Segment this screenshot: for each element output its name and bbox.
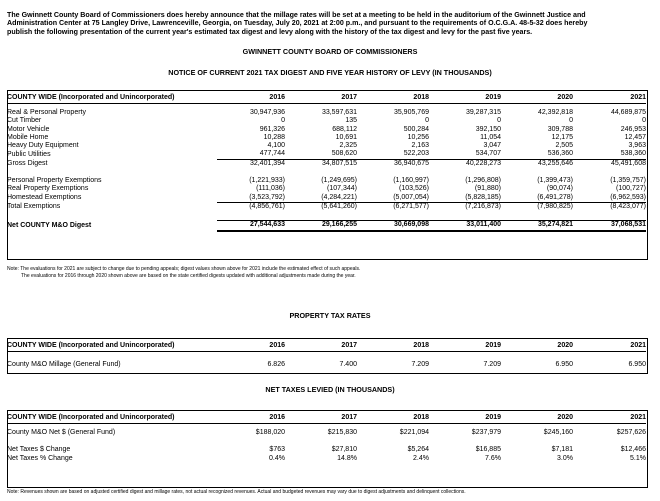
year-header: 2016	[217, 411, 285, 424]
cell-value: 3,963	[628, 142, 646, 150]
cell-value: (1,296,808)	[465, 177, 501, 185]
cell-value: 30,669,098	[357, 221, 429, 231]
year-header: 2016	[217, 339, 285, 352]
year-header: 2017	[285, 91, 357, 104]
cell-value: 3.0%	[557, 454, 573, 462]
year-header: 2018	[357, 91, 429, 104]
section-label: COUNTY WIDE (Incorporated and Unincorporated)	[7, 339, 217, 352]
cell-value: $188,020	[255, 429, 285, 436]
row-label: Homestead Exemptions	[7, 194, 82, 202]
year-header: 2017	[285, 411, 357, 424]
cell-value: 45,491,608	[573, 159, 646, 168]
year-header: 2020	[501, 411, 573, 424]
row-label: Cut Timber	[7, 117, 42, 125]
intro-line: The Gwinnett County Board of Commissioners does hereby announce that the millage rates will be set at a meeting to be held in the auditorium of the Gwinnett Justice and	[7, 11, 586, 19]
note-line: Note: The evaluations for 2021 are subject to change due to pending appeals; digest values shown above for 2021 include the estimated effect of such appeals.	[7, 266, 361, 272]
cell-value: (6,271,577)	[357, 202, 429, 211]
year-header: 2021	[573, 339, 646, 352]
cell-value: 34,807,515	[285, 159, 357, 168]
cell-value: (5,007,054)	[393, 193, 429, 201]
board-title: GWINNETT COUNTY BOARD OF COMMISSIONERS	[242, 47, 418, 56]
section-label: COUNTY WIDE (Incorporated and Unincorporated)	[7, 411, 217, 424]
cell-value: (1,359,757)	[610, 177, 646, 185]
cell-value: 10,288	[263, 133, 285, 141]
year-header: 2016	[217, 91, 285, 104]
row-label: County M&O Net $ (General Fund)	[7, 429, 116, 436]
cell-value: (103,526)	[399, 185, 429, 193]
cell-value: 11,054	[480, 133, 501, 141]
cell-value: 7.209	[411, 361, 429, 368]
digest-table-border	[7, 90, 648, 260]
cell-value: 27,544,633	[217, 221, 285, 231]
cell-value: 246,953	[620, 125, 646, 133]
cell-value: 35,274,821	[501, 221, 573, 231]
row-label: Real Property Exemptions	[7, 185, 89, 193]
cell-value: (1,160,997)	[393, 177, 429, 185]
cell-value: $245,160	[543, 429, 573, 436]
cell-value: 33,011,400	[429, 221, 501, 231]
cell-value: 6.826	[267, 361, 285, 368]
cell-value: (1,221,933)	[249, 177, 285, 185]
cell-value: 961,326	[259, 125, 285, 133]
cell-value: $16,885	[475, 446, 501, 454]
cell-value: 6.950	[555, 361, 573, 368]
cell-value: 135	[345, 117, 357, 125]
revenue-note: Note: Revenues shown are based on adjusted certified digest and millage rates, not actual recognized revenues. Actual and budgeted revenues may vary due to digest adjustments and delinquent collections.	[7, 489, 466, 495]
cell-value: 40,228,273	[429, 159, 501, 168]
row-label: Gross Digest	[7, 159, 48, 167]
cell-value: 10,256	[407, 133, 429, 141]
cell-value: $215,830	[327, 429, 357, 436]
cell-value: $5,264	[407, 446, 429, 454]
cell-value: (91,880)	[474, 185, 501, 193]
cell-value: $257,626	[616, 429, 646, 436]
row-label: County M&O Millage (General Fund)	[7, 361, 121, 368]
cell-value: (111,036)	[256, 185, 285, 193]
row-label: Net COUNTY M&O Digest	[7, 222, 92, 230]
cell-value: 0	[281, 117, 285, 125]
cell-value: 2,505	[555, 142, 573, 150]
cell-value: 7.209	[483, 361, 501, 368]
cell-value: 7.400	[339, 361, 357, 368]
notice-title: NOTICE OF CURRENT 2021 TAX DIGEST AND FIVE YEAR HISTORY OF LEVY (IN THOUSANDS)	[168, 68, 492, 77]
cell-value: (4,856,761)	[217, 202, 285, 211]
cell-value: (5,828,185)	[465, 193, 501, 201]
year-header: 2019	[429, 339, 501, 352]
year-header: 2017	[285, 339, 357, 352]
cell-value: 35,905,769	[393, 109, 429, 116]
intro-line: Administration Center at 75 Langley Drive, Lawrenceville, Georgia, on Tuesday, July 20, 2021 at 2:00 p.m., and pursuant to the requirements of O.C.G.A. 48-5-32 does hereby	[7, 19, 588, 28]
cell-value: 2.4%	[413, 454, 429, 462]
cell-value: 688,112	[332, 125, 357, 133]
year-header: 2020	[501, 339, 573, 352]
year-header: 2018	[357, 339, 429, 352]
cell-value: (100,727)	[616, 185, 646, 193]
row-label: Personal Property Exemptions	[7, 177, 102, 185]
cell-value: 14.8%	[337, 454, 357, 462]
cell-value: 2,163	[411, 142, 429, 150]
cell-value: 0.4%	[269, 454, 285, 462]
year-header: 2021	[573, 411, 646, 424]
cell-value: $27,810	[331, 446, 357, 454]
cell-value: 0	[569, 117, 573, 125]
cell-value: (7,980,825)	[501, 202, 573, 211]
note-line: The evaluations for 2016 through 2020 shown above are based on the state certified digests updated with additional adjustments made during the year.	[21, 273, 356, 279]
cell-value: (1,399,473)	[537, 177, 573, 185]
cell-value: (6,491,278)	[537, 193, 573, 201]
rates-table-border	[7, 338, 648, 374]
cell-value: $12,466	[620, 446, 646, 454]
cell-value: (6,962,593)	[610, 193, 646, 201]
cell-value: (3,523,792)	[249, 193, 285, 201]
cell-value: 12,457	[624, 133, 646, 141]
cell-value: 30,947,936	[249, 109, 285, 116]
cell-value: 43,255,646	[501, 159, 573, 168]
rates-title: PROPERTY TAX RATES	[289, 311, 371, 320]
year-header: 2021	[573, 91, 646, 104]
intro-line: publish the following presentation of the current year's estimated tax digest and levy along with the history of the tax digest and levy for the past five years.	[7, 27, 533, 36]
intro-paragraph	[7, 11, 647, 36]
cell-value: (8,423,077)	[573, 202, 646, 211]
levied-table-border	[7, 410, 648, 488]
cell-value: 42,392,818	[537, 109, 573, 116]
cell-value: (90,074)	[546, 185, 573, 193]
row-label: Motor Vehicle	[7, 125, 50, 133]
cell-value: 477,744	[259, 150, 285, 158]
cell-value: 32,401,394	[217, 159, 285, 168]
row-label: Real & Personal Property	[7, 109, 86, 116]
cell-value: 4,100	[267, 142, 285, 150]
cell-value: 6.950	[628, 361, 646, 368]
cell-value: $237,979	[471, 429, 501, 436]
cell-value: 29,166,255	[285, 221, 357, 231]
cell-value: 44,689,875	[610, 109, 646, 116]
cell-value: (1,249,695)	[321, 177, 357, 185]
cell-value: 538,360	[620, 150, 646, 158]
cell-value: 536,360	[547, 150, 573, 158]
year-header: 2019	[429, 91, 501, 104]
cell-value: (4,284,221)	[321, 193, 357, 201]
levied-title: NET TAXES LEVIED (IN THOUSANDS)	[265, 385, 395, 394]
row-label: Total Exemptions	[7, 202, 61, 210]
cell-value: 5.1%	[630, 454, 646, 462]
cell-value: 39,287,315	[465, 109, 501, 116]
cell-value: 36,940,675	[357, 159, 429, 168]
year-header: 2018	[357, 411, 429, 424]
cell-value: 0	[425, 117, 429, 125]
cell-value: 309,788	[547, 125, 573, 133]
row-label: Net Taxes % Change	[7, 454, 73, 462]
cell-value: 37,068,531	[573, 221, 646, 231]
cell-value: 33,597,631	[321, 109, 357, 116]
cell-value: $763	[269, 446, 285, 454]
cell-value: 0	[642, 117, 646, 125]
cell-value: 522,203	[403, 150, 429, 158]
section-label: COUNTY WIDE (Incorporated and Unincorporated)	[7, 91, 217, 104]
year-header: 2019	[429, 411, 501, 424]
row-label: Public Utilities	[7, 150, 51, 158]
cell-value: (5,641,260)	[285, 202, 357, 211]
cell-value: $221,094	[399, 429, 429, 436]
year-header: 2020	[501, 91, 573, 104]
cell-value: 392,150	[475, 125, 501, 133]
row-label: Mobile Home	[7, 133, 49, 141]
cell-value: 12,175	[551, 133, 573, 141]
cell-value: 534,707	[475, 150, 501, 158]
cell-value: 7.6%	[485, 454, 501, 462]
cell-value: 508,620	[331, 150, 357, 158]
cell-value: $7,181	[551, 446, 573, 454]
cell-value: 10,691	[335, 133, 357, 141]
cell-value: 500,284	[403, 125, 429, 133]
digest-note	[7, 266, 360, 280]
cell-value: 2,325	[339, 142, 357, 150]
cell-value: (107,344)	[327, 185, 357, 193]
cell-value: 0	[497, 117, 501, 125]
row-label: Heavy Duty Equipment	[7, 142, 79, 150]
row-label: Net Taxes $ Change	[7, 446, 71, 454]
cell-value: (7,216,873)	[429, 202, 501, 211]
cell-value: 3,047	[483, 142, 501, 150]
